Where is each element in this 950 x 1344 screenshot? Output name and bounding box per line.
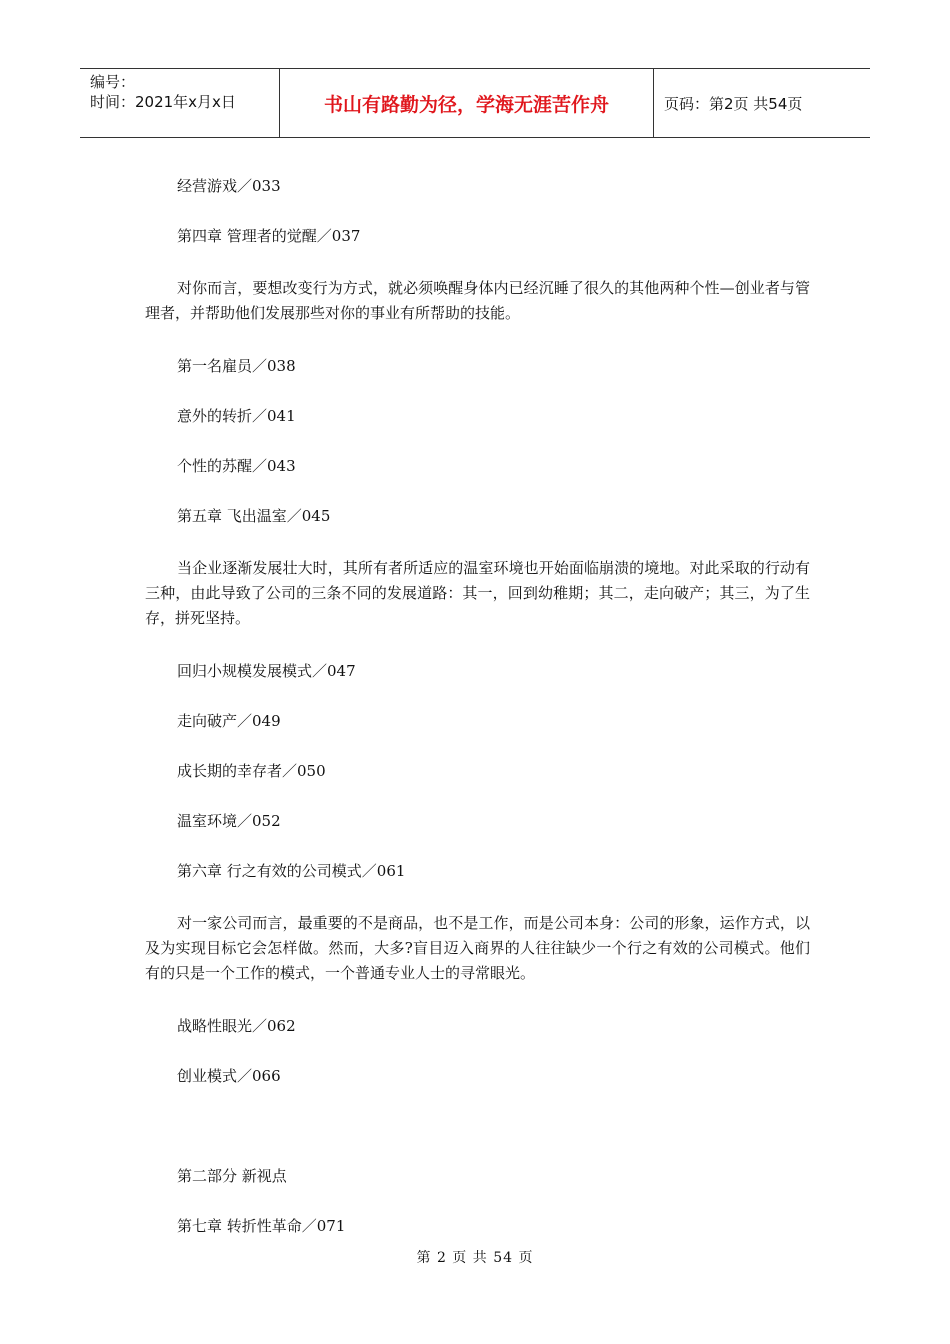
number-label: 编号：: [90, 73, 136, 91]
toc-entry: 经营游戏／033: [177, 177, 281, 195]
toc-entry: 成长期的幸存者／050: [177, 762, 326, 780]
chapter-heading: 第六章 行之有效的公司模式／061: [177, 862, 406, 880]
chapter-summary: 对你而言，要想改变行为方式，就必须唤醒身体内已经沉睡了很久的其他两种个性—创业者与管理者，并帮助他们发展那些对你的事业有所帮助的技能。: [145, 279, 810, 322]
part-heading: 第二部分 新视点: [177, 1167, 287, 1185]
toc-entry: 回归小规模发展模式／047: [177, 662, 356, 680]
chapter-heading: 第七章 转折性革命／071: [177, 1217, 346, 1235]
chapter-heading: 第四章 管理者的觉醒／037: [177, 227, 361, 245]
toc-content: [145, 176, 810, 1266]
page-footer: 第 2 页 共 54 页: [416, 1250, 534, 1266]
toc-entry: 意外的转折／041: [177, 407, 296, 425]
toc-entry: 温室环境／052: [177, 812, 281, 830]
toc-entry: 第一名雇员／038: [177, 357, 296, 375]
chapter-summary: 当企业逐渐发展壮大时，其所有者所适应的温室环境也开始面临崩溃的境地。对此采取的行动有三种，由此导致了公司的三条不同的发展道路：其一，回到幼稚期；其二，走向破产；其三，为了生存，拼死坚持。: [145, 559, 810, 627]
toc-entry: 战略性眼光／062: [177, 1017, 296, 1035]
date-label: 时间：2021年x月x日: [90, 93, 236, 111]
spacer: [145, 1116, 810, 1166]
toc-entry: 个性的苏醒／043: [177, 457, 296, 475]
chapter-summary: 对一家公司而言，最重要的不是商品，也不是工作，而是公司本身：公司的形象，运作方式，以及为实现目标它会怎样做。然而，大多?盲目迈入商界的人往往缺少一个行之有效的公司模式。他们有的只是一个工作的模式，一个普通专业人士的寻常眼光。: [145, 914, 810, 982]
toc-entry: 走向破产／049: [177, 712, 281, 730]
header-page-label: 页码：第2页 共54页: [664, 94, 803, 113]
chapter-heading: 第五章 飞出温室／045: [177, 507, 331, 525]
page-header: [80, 68, 870, 138]
header-meta: [80, 69, 280, 137]
header-motto: 书山有路勤为径，学海无涯苦作舟: [280, 69, 654, 137]
toc-entry: 创业模式／066: [177, 1067, 281, 1085]
